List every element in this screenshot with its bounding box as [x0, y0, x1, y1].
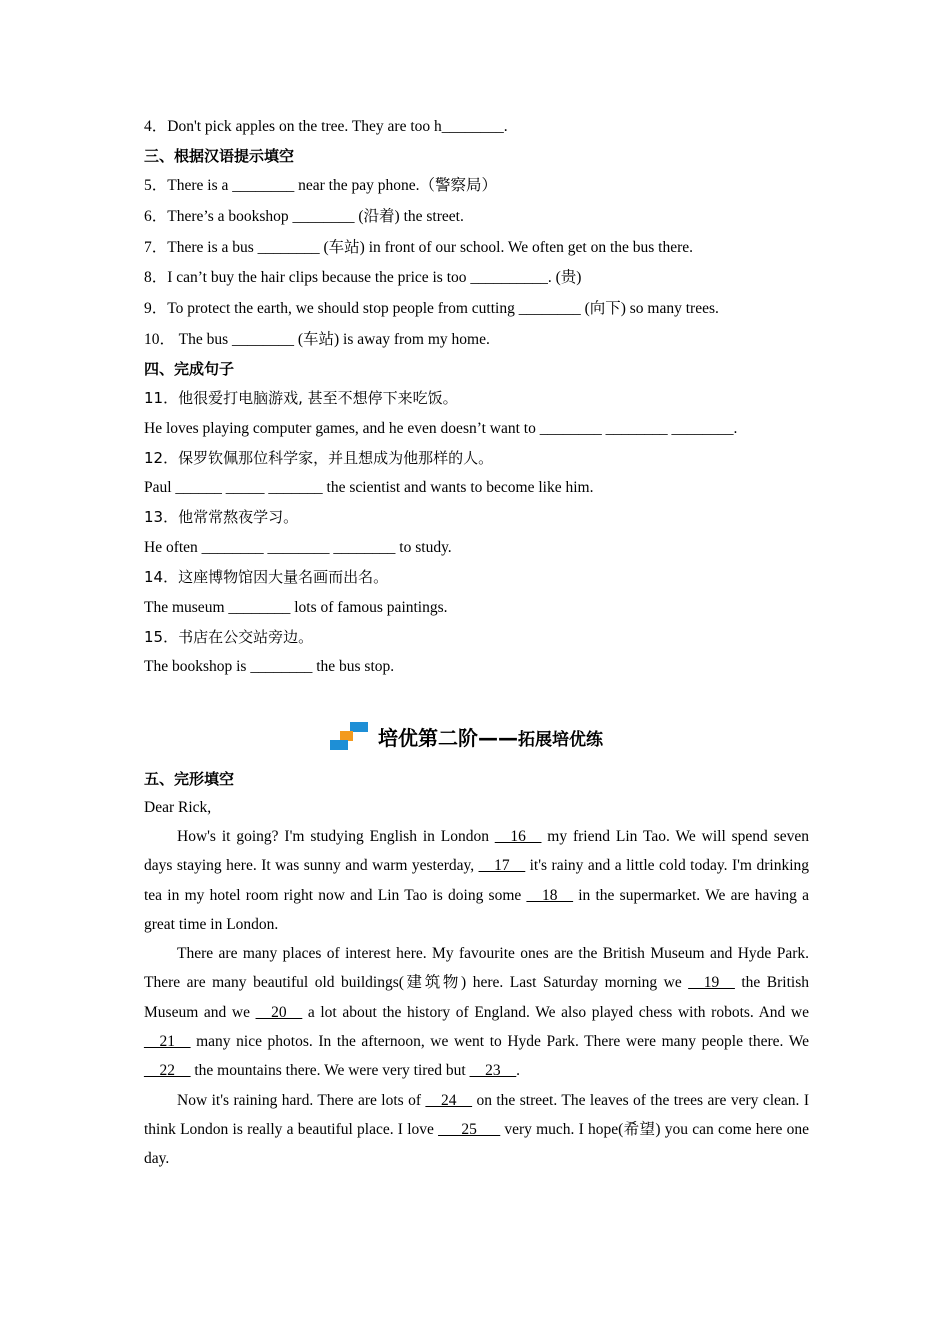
question-5: 5．There is a ________ near the pay phone.（警察局）	[144, 177, 497, 194]
question-11-english: He loves playing computer games, and he even doesn’t want to ________ ________ ________.	[144, 420, 738, 437]
text-run: many nice photos. In the afternoon, we went to Hyde Park. There were many people there. We	[190, 1033, 809, 1051]
section-3-title: 三、根据汉语提示填空	[144, 147, 295, 165]
text-run: my friend Lin Tao. We will spend seven days staying here. It was sunny and warm yesterday,	[144, 828, 809, 875]
letter-paragraph-3	[144, 1086, 809, 1174]
text-run: the mountains there. We were very tired but	[190, 1062, 470, 1080]
banner-title	[378, 722, 603, 751]
banner-dash: ——	[478, 725, 518, 750]
question-9: 9．To protect the earth, we should stop people from cutting ________ (向下) so many trees.	[144, 300, 719, 317]
blank-25: ___25___	[438, 1120, 501, 1138]
banner-title-main: 培优第二阶	[378, 725, 478, 750]
question-12-english: Paul ______ _____ _______ the scientist and wants to become like him.	[144, 479, 594, 496]
letter-paragraph-2	[144, 939, 809, 1085]
question-12-chinese: 12．保罗钦佩那位科学家，并且想成为他那样的人。	[144, 449, 494, 467]
section-banner	[328, 716, 603, 756]
blank-23: __23__	[469, 1062, 517, 1080]
steps-logo-icon	[328, 718, 370, 754]
question-4: 4．Don't pick apples on the tree. They are too h________.	[144, 118, 508, 135]
blank-16: __16__	[494, 828, 542, 845]
banner-title-sub: 拓展培优练	[518, 729, 603, 750]
question-13-english: He often ________ ________ ________ to study.	[144, 539, 452, 556]
question-7: 7．There is a bus ________ (车站) in front of our school. We often get on the bus there.	[144, 239, 694, 256]
text-run: the British Museum and we	[144, 974, 809, 1021]
text-run: in the supermarket. We are having a great time in London.	[144, 886, 810, 933]
text-run: it's rainy and a little cold today. I'm drinking tea in my hotel room right now and Lin Tao is doing some	[144, 857, 809, 904]
section-5-title: 五、完形填空	[144, 770, 235, 788]
blank-20: __20__	[255, 1003, 303, 1021]
text-run: There are many places of interest here. My favourite ones are the British Museum and Hyde Park. There are many beautiful old buildings(建筑物) here. Last Saturday morning we	[144, 945, 809, 992]
question-13-chinese: 13．他常常熬夜学习。	[144, 508, 299, 526]
blank-22: __22__	[144, 1062, 191, 1080]
question-15-chinese: 15．书店在公交站旁边。	[144, 628, 314, 646]
question-6: 6．There’s a bookshop ________ (沿着) the street.	[144, 208, 464, 225]
blank-17: __17__	[478, 857, 526, 875]
blank-24: __24__	[425, 1091, 472, 1109]
text-run: Now it's raining hard. There are lots of	[177, 1091, 426, 1109]
section-4-title: 四、完成句子	[144, 360, 235, 378]
text-run: on the street. The leaves of the trees are very clean. I think London is really a beautiful place. I love	[144, 1091, 809, 1138]
text-run: a lot about the history of England. We also played chess with robots. And we	[302, 1003, 810, 1021]
blank-18: __18__	[526, 886, 573, 904]
question-15-english: The bookshop is ________ the bus stop.	[144, 658, 395, 675]
text-run: How's it going? I'm studying English in London	[177, 828, 495, 845]
question-14-chinese: 14．这座博物馆因大量名画而出名。	[144, 568, 389, 586]
blank-19: __19__	[688, 974, 735, 992]
question-14-english: The museum ________ lots of famous paintings.	[144, 599, 448, 616]
question-8: 8．I can’t buy the hair clips because the price is too __________. (贵)	[144, 269, 582, 286]
letter-paragraph-1	[144, 822, 809, 939]
question-10: 10． The bus ________ (车站) is away from my home.	[144, 331, 490, 348]
letter-greeting: Dear Rick,	[144, 799, 212, 816]
letter-body	[144, 822, 809, 1174]
blank-21: __21__	[144, 1033, 191, 1051]
text-run: very much. I hope(希望) you can come here one day.	[144, 1120, 810, 1168]
text-run: .	[516, 1062, 520, 1080]
question-11-chinese: 11．他很爱打电脑游戏, 甚至不想停下来吃饭。	[144, 389, 458, 407]
